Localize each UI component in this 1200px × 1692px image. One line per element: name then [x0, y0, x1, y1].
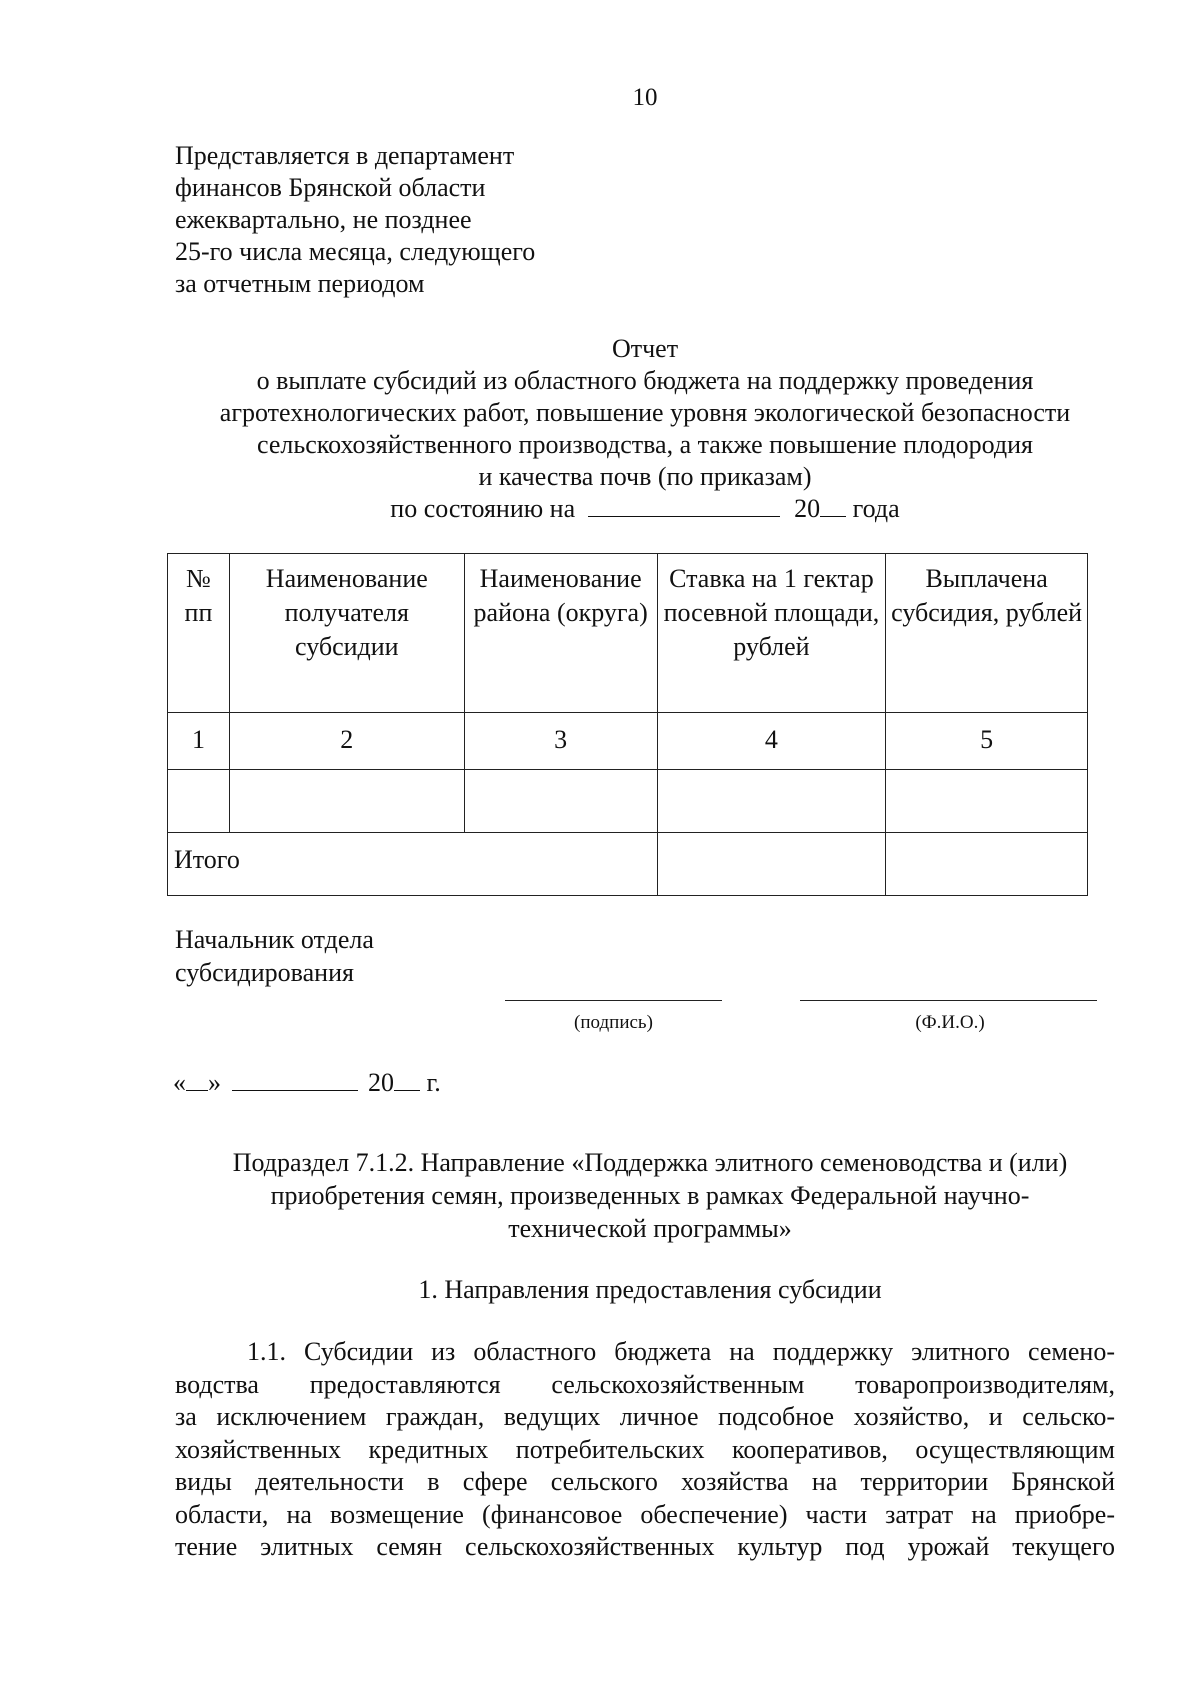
- table-cell: [229, 770, 464, 833]
- report-subtitle-line: о выплате субсидий из областного бюджета на поддержку проведения: [256, 366, 1034, 395]
- table-cell: [657, 770, 886, 833]
- table-cell: [886, 833, 1088, 896]
- date-suffix: г.: [426, 1068, 441, 1097]
- paragraph-line: виды деятельности в сфере сельского хозяйства на территории Брянской: [175, 1467, 1115, 1496]
- paragraph-line: хозяйственных кредитных потребительских кооперативов, осуществляющим: [175, 1434, 1115, 1464]
- year-blank: [394, 1068, 420, 1091]
- header-paid-subsidy: Выплачена субсидия, рублей: [886, 554, 1088, 713]
- as-of-line: [170, 493, 1120, 525]
- report-subtitle-line: агротехнологических работ, повышение уровня экологической безопасности: [219, 398, 1071, 427]
- subsection-line: приобретения семян, произведенных в рамках Федеральной научно-: [270, 1181, 1030, 1210]
- name-line: [800, 1000, 1097, 1001]
- report-title: Отчет: [611, 334, 679, 363]
- as-of-year-blank: [820, 494, 846, 517]
- date-line: [173, 1068, 441, 1098]
- paragraph-line: водства предоставляются сельскохозяйственным товаропроизводителям,: [175, 1369, 1115, 1399]
- header-number: № пп: [168, 554, 230, 713]
- date-close-quote: »: [208, 1068, 221, 1097]
- header-recipient: Наименование получателя субсидии: [229, 554, 464, 713]
- subsection-line: технической программы»: [508, 1214, 792, 1243]
- position-line: субсидирования: [175, 958, 354, 987]
- table-total-row: [168, 833, 1088, 896]
- table-row: [168, 770, 1088, 833]
- paragraph-line: тение элитных семян сельскохозяйственных культур под урожай текущего: [175, 1532, 1115, 1561]
- header-district: Наименование района (округа): [464, 554, 657, 713]
- table-cell: [464, 770, 657, 833]
- signature-line: [505, 1000, 722, 1001]
- addressee-block: [175, 140, 535, 300]
- signatory-position: [175, 923, 374, 989]
- table-header-row: [168, 554, 1088, 713]
- table-column-numbers-row: [168, 713, 1088, 770]
- section-heading: 1. Направления предоставления субсидии: [418, 1275, 882, 1304]
- addressee-line: финансов Брянской области: [175, 173, 486, 202]
- report-subtitle-line: сельскохозяйственного производства, а также повышение плодородия: [257, 430, 1033, 459]
- body-paragraph: [175, 1336, 1115, 1564]
- date-open-quote: «: [173, 1068, 186, 1097]
- paragraph-line: 1.1. Субсидии из областного бюджета на поддержку элитного семено-: [247, 1337, 1115, 1366]
- column-number: 4: [657, 713, 886, 770]
- subsection-title: [150, 1146, 1150, 1245]
- table-cell: [168, 770, 230, 833]
- total-label: Итого: [168, 833, 658, 896]
- as-of-prefix: по состоянию на: [390, 494, 576, 523]
- addressee-line: ежеквартально, не позднее: [175, 205, 472, 234]
- paragraph-line: за исключением граждан, ведущих личное подсобное хозяйство, и сельско-: [175, 1402, 1115, 1431]
- addressee-line: 25-го числа месяца, следующего: [175, 237, 536, 266]
- report-title-block: [170, 333, 1120, 525]
- table-cell: [657, 833, 886, 896]
- as-of-date-blank: [588, 494, 780, 517]
- column-number: 1: [168, 713, 230, 770]
- header-rate: Ставка на 1 гектар посевной площади, рублей: [657, 554, 886, 713]
- addressee-line: за отчетным периодом: [175, 269, 425, 298]
- as-of-suffix: года: [852, 494, 900, 523]
- report-table: [167, 553, 1088, 896]
- name-caption: (Ф.И.О.): [915, 1012, 985, 1033]
- as-of-year: 20: [794, 494, 821, 523]
- column-number: 2: [229, 713, 464, 770]
- column-number: 3: [464, 713, 657, 770]
- addressee-line: Представляется в департамент: [175, 141, 515, 170]
- paragraph-line: области, на возмещение (финансовое обеспечение) части затрат на приобре-: [175, 1499, 1115, 1529]
- table-cell: [886, 770, 1088, 833]
- page-number: 10: [632, 84, 658, 111]
- day-blank: [186, 1068, 208, 1091]
- month-blank: [232, 1068, 358, 1091]
- subsection-line: Подраздел 7.1.2. Направление «Поддержка элитного семеноводства и (или): [232, 1148, 1068, 1177]
- column-number: 5: [886, 713, 1088, 770]
- position-line: Начальник отдела: [175, 925, 374, 954]
- signature-caption: (подпись): [574, 1012, 653, 1033]
- date-year-prefix: 20: [368, 1068, 394, 1097]
- report-subtitle-line: и качества почв (по приказам): [478, 462, 812, 491]
